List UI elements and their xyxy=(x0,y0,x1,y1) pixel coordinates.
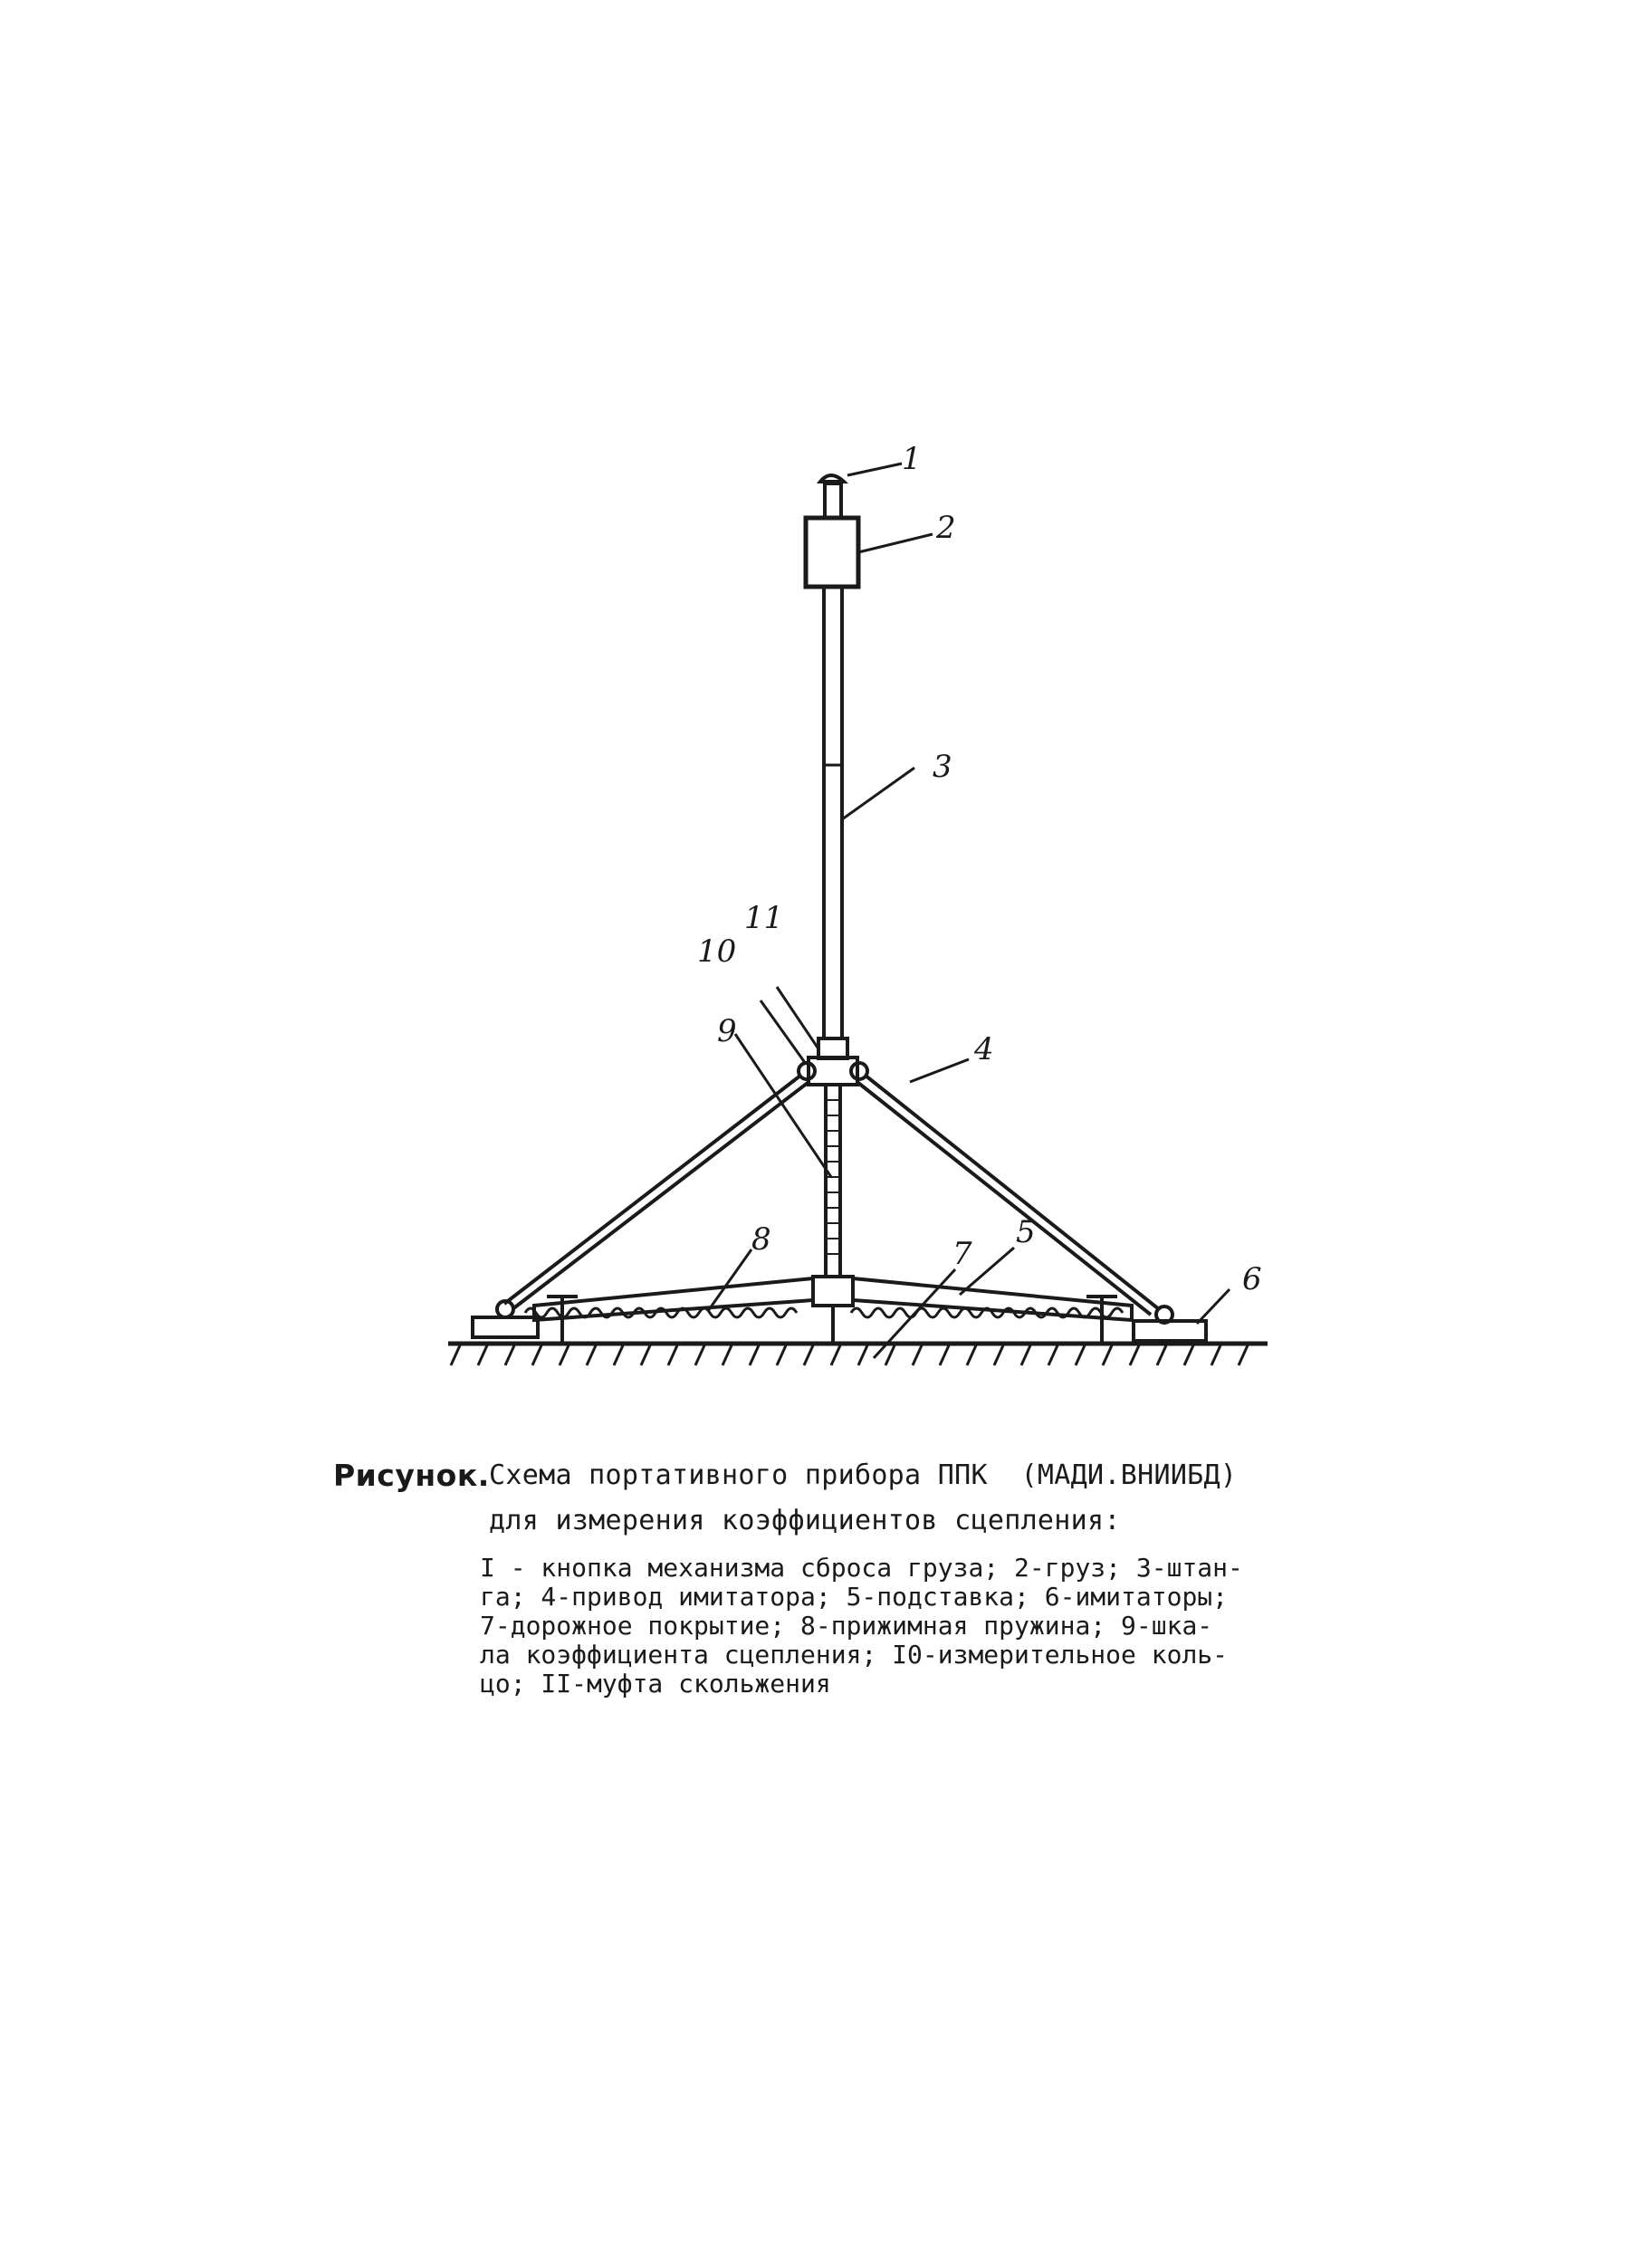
caption-prefix: Рисунок. xyxy=(333,1458,490,1493)
leader-lines xyxy=(708,464,1230,1358)
base-hub xyxy=(813,1277,853,1306)
label-3: 3 xyxy=(933,749,952,785)
label-9: 9 xyxy=(717,1013,737,1049)
caption-line-2: для измерения коэффициентов сцепления: xyxy=(489,1505,1121,1536)
legend-line: цо; II-муфта скольжения xyxy=(480,1669,831,1699)
drive-arms xyxy=(504,1076,1159,1315)
label-4: 4 xyxy=(974,1031,994,1067)
road-surface xyxy=(448,1344,1268,1365)
caption-line-1: Схема портативного прибора ППК (МАДИ.ВНИИБД) xyxy=(489,1459,1238,1491)
rod xyxy=(824,587,842,1037)
sliding-coupling xyxy=(799,1038,867,1085)
label-11: 11 xyxy=(744,900,784,936)
label-5: 5 xyxy=(1016,1214,1036,1250)
legend-line: ла коэффициента сцепления; I0-измерительное коль- xyxy=(480,1640,1229,1670)
legend-line: 7-дорожное покрытие; 8-прижимная пружина; 9-шка- xyxy=(480,1611,1213,1641)
legend-line: га; 4-привод имитатора; 5-подставка; 6-имитаторы; xyxy=(480,1582,1229,1612)
legend-line: I - кнопка механизма сброса груза; 2-груз; 3-штан- xyxy=(480,1553,1243,1583)
label-2: 2 xyxy=(936,510,956,546)
label-1: 1 xyxy=(902,441,922,477)
legend xyxy=(480,1554,1385,1699)
label-10: 10 xyxy=(697,933,737,970)
label-7: 7 xyxy=(952,1236,972,1272)
support-posts xyxy=(547,1297,1117,1344)
label-8: 8 xyxy=(751,1221,771,1258)
label-6: 6 xyxy=(1242,1261,1262,1297)
scale xyxy=(826,1085,840,1277)
weight-block xyxy=(806,518,858,587)
release-button xyxy=(820,475,844,518)
